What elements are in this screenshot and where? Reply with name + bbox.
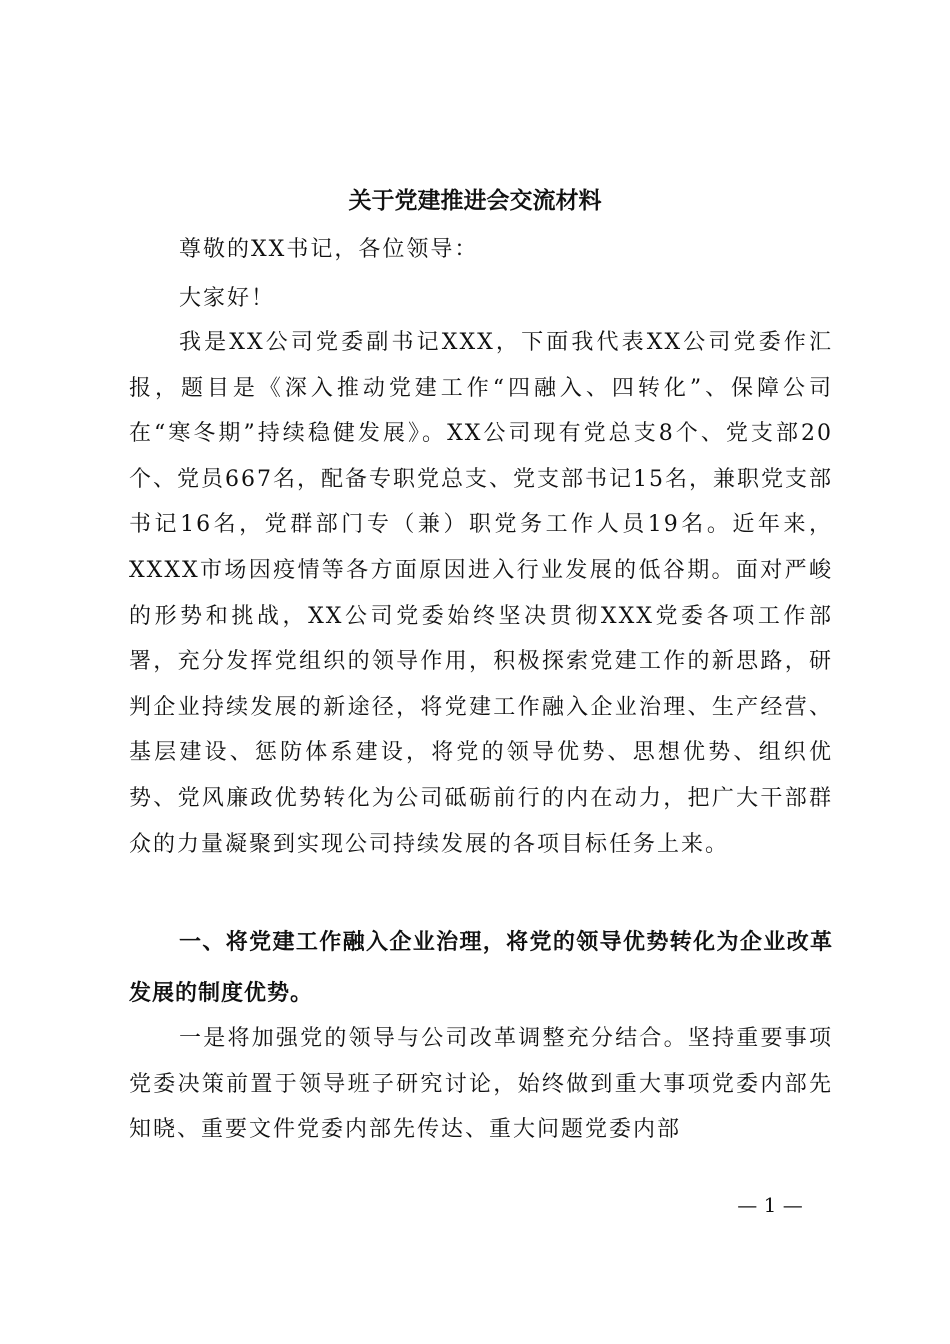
intro-paragraph: 我是XX公司党委副书记XXX，下面我代表XX公司党委作汇报，题目是《深入推动党建工作“四融入、四转化”、保障公司在“寒冬期”持续稳健发展》。XX公司现有党总支8个、党支部20个、党员667名，配备专职党总支、党支部书记15名，兼职党支部书记16名，党群部门专（兼）职党务工作人员19名。近年来，XXXX市场因疫情等各方面原因进入行业发展的低谷期。面对严峻的形势和挑战，XX公司党委始终坚决贯彻XXX党委各项工作部署，充分发挥党组织的领导作用，积极探索党建工作的新思路，研判企业持续发展的新途径，将党建工作融入企业治理、生产经营、基层建设、惩防体系建设，将党的领导优势、思想优势、组织优势、党风廉政优势转化为公司砥砺前行的内在动力，把广大干部群众的力量凝聚到实现公司持续发展的各项目标任务上来。	[129, 330, 833, 857]
salutation: 尊敬的XX书记，各位领导：	[179, 237, 479, 262]
section-paragraph: 一是将加强党的领导与公司改革调整充分结合。坚持重要事项党委决策前置于领导班子研究讨论，始终做到重大事项党委内部先知晓、重要文件党委内部先传达、重大问题党委内部	[129, 1026, 833, 1143]
greeting: 大家好！	[179, 286, 276, 311]
page-number: — 1 —	[737, 1193, 803, 1217]
section-heading: 一、将党建工作融入企业治理，将党的领导优势转化为企业改革发展的制度优势。	[129, 930, 833, 1006]
document-title: 关于党建推进会交流材料	[348, 187, 602, 214]
